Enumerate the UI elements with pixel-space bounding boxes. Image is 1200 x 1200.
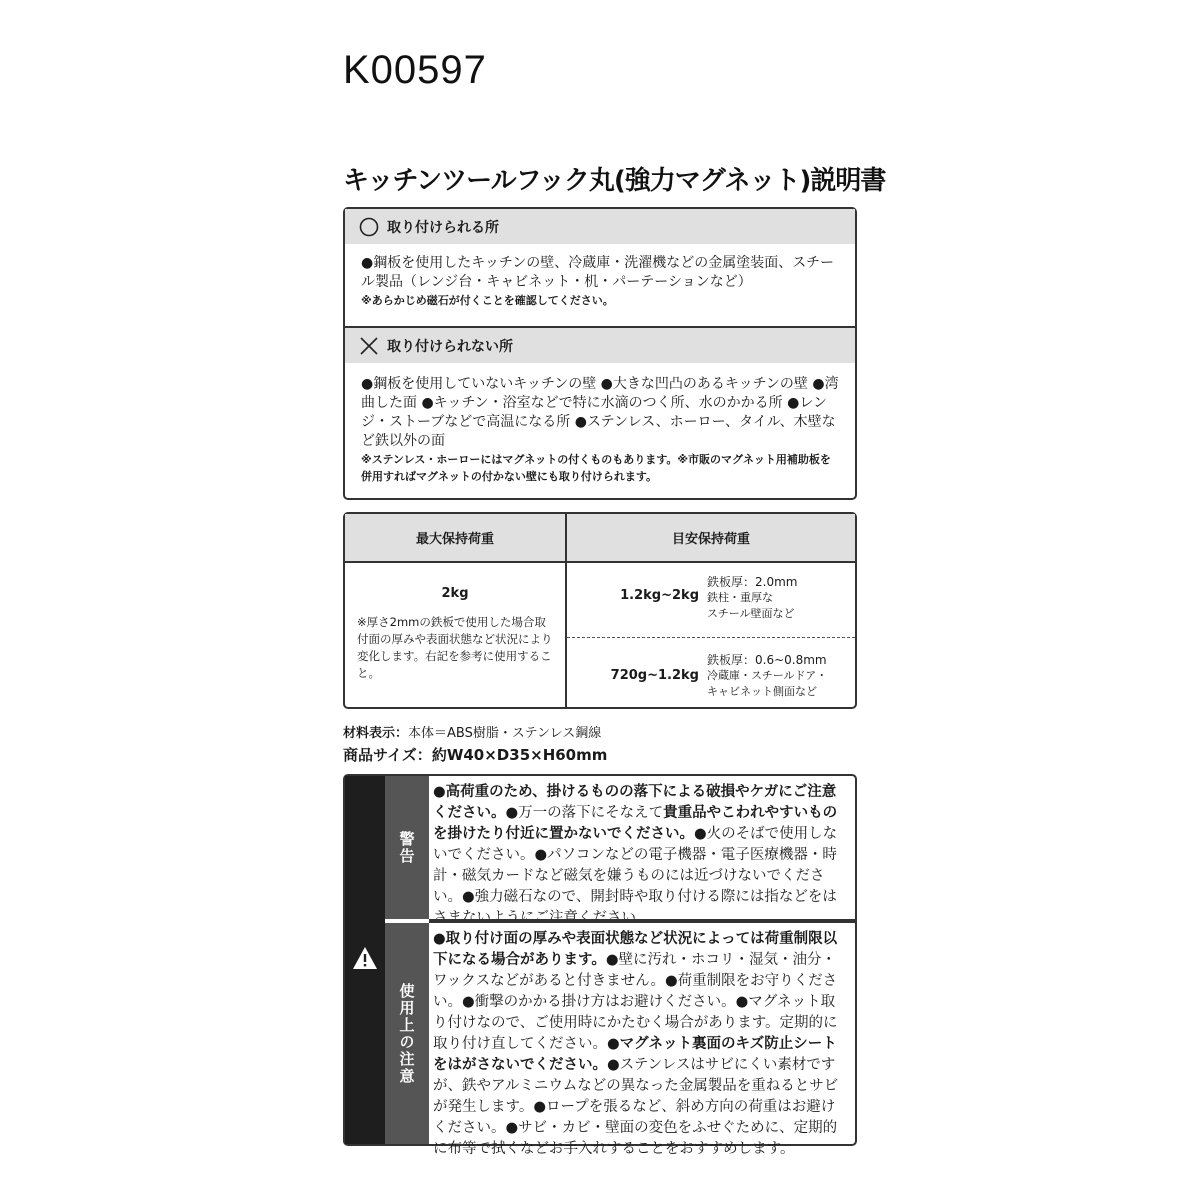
- material-label: 材料表示：: [343, 726, 409, 741]
- warning-box: [343, 774, 857, 1157]
- size-info: [343, 744, 607, 765]
- warning-text: [429, 776, 855, 926]
- can-attach-body: [345, 244, 855, 326]
- guide-load-header: 目安保持荷重: [671, 532, 750, 547]
- size-label: 商品サイズ：: [343, 746, 432, 764]
- circle-icon: [359, 217, 379, 237]
- caution-text-normal: ●ステンレスはサビにくい素材ですが、鉄やアルミニウムなどの異なった金属製品を重ねるとサビが発生します。●ロープを張るなど、斜め方向の荷重はお避けください。●サビ・カビ・壁面の変色をふせぐために、定期的に布等で拭くなどお手入れすることをおすすめします。: [433, 1057, 839, 1157]
- cannot-attach-body: [345, 363, 855, 495]
- cannot-attach-text: ●鋼板を使用していないキッチンの壁 ●大きな凹凸のあるキッチンの壁 ●湾曲した面 ●キッチン・浴室などで特に水滴のつく所、水のかかる所 ●レンジ・ストーブなどで高温になる所 ●ステンレス、ホーロー、タイル、木壁など鉄以外の面: [361, 376, 839, 449]
- can-attach-heading: 取り付けられる所: [387, 219, 499, 236]
- load-detail-line: 鉄柱・重厚な: [707, 591, 773, 604]
- document-title: キッチンツールフック丸(強力マグネット)説明書: [343, 166, 886, 196]
- load-row: [567, 562, 855, 636]
- can-attach-text: ●鋼板を使用したキッチンの壁、冷蔵庫・洗濯機などの金属塗装面、スチール製品（レンジ台・キャビネット・机・パーテーションなど）: [361, 255, 834, 290]
- load-detail-line: 鉄板厚：0.6~0.8mm: [707, 653, 827, 667]
- can-attach-note: ※あらかじめ磁石が付くことを確認してください。: [361, 294, 614, 307]
- caution-text-bold: ●取り付け面の厚みや表面状態など状況によっては荷重制限以下になる場合があります。: [433, 931, 838, 968]
- warning-label: 警告: [397, 830, 416, 865]
- load-range: 1.2kg~2kg: [620, 588, 699, 603]
- cannot-attach-note: ※ステンレス・ホーローにはマグネットの付くものもあります。※市販のマグネット用補助板を併用すればマグネットの付かない壁にも取り付けられます。: [361, 453, 831, 483]
- warning-bar: [345, 776, 385, 1144]
- load-detail-line: 冷蔵庫・スチールドア・: [707, 669, 828, 682]
- warning-text-normal: ●火のそばで使用しないでください。●パソコンなどの電子機器・電子医療機器・時計・磁気カードなど磁気を嫌うものには近づけないでください。●強力磁石なので、開封時や取り付ける際には指などをはさまないようにご注意ください。: [433, 826, 838, 926]
- material-info: [343, 722, 601, 741]
- product-code: K00597: [343, 48, 487, 92]
- load-detail-line: キャビネット側面など: [707, 685, 817, 698]
- cannot-attach-heading: 取り付けられない所: [387, 338, 513, 355]
- warning-text-normal: ●万一の落下にそなえて: [505, 805, 664, 821]
- max-load-header: 最大保持荷重: [415, 532, 494, 547]
- warning-text-bold: 貴重品やこわれやすいものを掛けたり付近に置かないでください。: [433, 805, 838, 842]
- cannot-attach-header: [345, 328, 855, 363]
- attach-info-box: [343, 207, 857, 500]
- warning-text-bold: ●高荷重のため、掛けるものの落下による破損やケガにご注意ください。: [433, 784, 837, 821]
- material-value: 本体＝ABS樹脂・ステンレス鋼線: [408, 726, 602, 741]
- load-range: 720g~1.2kg: [610, 668, 699, 683]
- caution-text-bold: ●マグネット裏面のキズ防止シートをはがさないでください。: [433, 1036, 837, 1073]
- max-load-note: ※厚さ2mmの鉄板で使用した場合取付面の厚みや表面状態など状況により変化します。右記を参考に使用すること。: [357, 615, 553, 680]
- warning-triangle-icon: [352, 946, 378, 974]
- caution-text-normal: ●壁に汚れ・ホコリ・湿気・油分・ワックスなどがあると付きません。●荷重制限をお守りください。●衝撃のかかる掛け方はお避けください。●マグネット取り付けなので、ご使用時にかたむく場合があります。定期的に取り付け直してください。: [433, 952, 838, 1052]
- can-attach-header: [345, 209, 855, 244]
- load-detail-line: 鉄板厚：2.0mm: [707, 575, 798, 589]
- caution-text: [429, 923, 855, 1157]
- size-value: 約W40×D35×H60mm: [431, 746, 608, 764]
- max-load-value: 2kg: [441, 586, 469, 601]
- load-detail-line: スチール壁面など: [707, 607, 795, 620]
- load-row: [567, 638, 855, 708]
- load-table: [343, 512, 857, 709]
- caution-label: 使用上の注意: [397, 982, 416, 1085]
- cross-icon: [359, 336, 379, 356]
